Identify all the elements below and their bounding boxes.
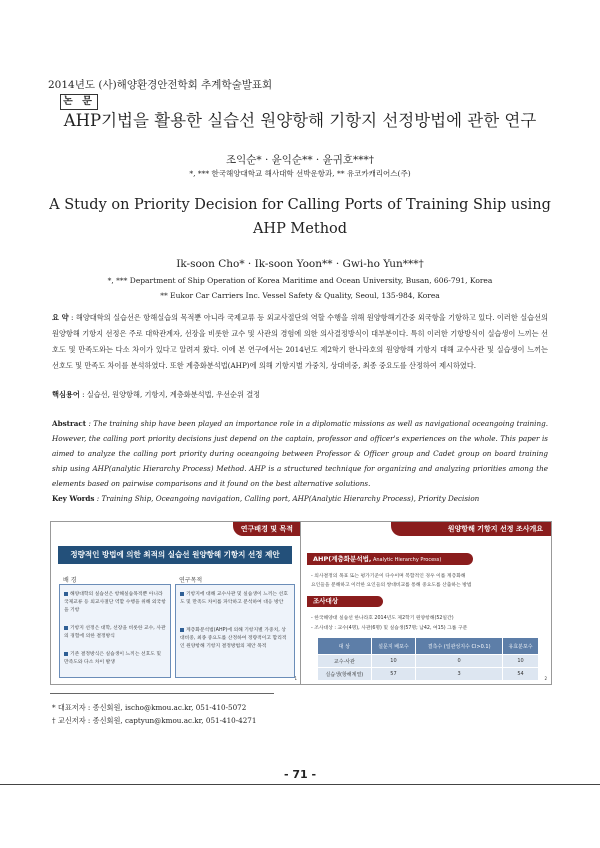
slide1-bg-item: 해양대학의 실습선은 항해실습목적뿐 아니라 국제교류 등 외교사절단 역할 수행을 위해 외국항을 기항 bbox=[64, 592, 166, 613]
english-keywords-text: : Training Ship, Oceangoing navigation, Calling port, AHP(Analytic Hierarchy Process), Priority Decision bbox=[94, 494, 480, 503]
page-bottom-rule bbox=[0, 784, 600, 785]
slide1-bg-item: 기항지 선정은 대학, 선장을 비롯한 교수, 사관의 경험에 의한 결정방식 bbox=[64, 626, 166, 639]
slide1-col2-label: 연구목적 bbox=[179, 577, 203, 584]
table-header-cell: 설문지 배포수 bbox=[371, 638, 415, 655]
table-cell: 10 bbox=[371, 655, 415, 668]
footnote-divider bbox=[50, 693, 274, 694]
english-abstract-text: : The training ship have been played an importance role in a diplomatic missions as well as navigational oceangoing training. However, the calling port priority decisions just depend on the captain, professor and officer's experiences on the whole. This paper is aimed to analyze the calling port priority during oceangoing between Professor & Officer group and Cadet group on board training ship using AHP(analytic Hierarchy Process) Method. AHP is a structured technique for organizing and analyzing priorities among the elements based on pairwise comparisons and it found on the best alternative solutions. bbox=[52, 419, 548, 488]
footnote-corresponding-author: † 교신저자 : 종신회원, captyun@kmou.ac.kr, 051-410-4271 bbox=[52, 716, 257, 725]
slide2-survey-line-2: - 조사대상 : 교수(4명), 사관(6명) 및 실습생(57명; 남42, 여15) 그룹 구분 bbox=[311, 626, 468, 631]
slide1-purpose-item: 기항지에 대해 교수사관 및 실습생이 느끼는 선호도 및 만족도 차이를 파악하고 분석하여 대응 방안 bbox=[180, 592, 288, 605]
slide2-survey-line-1: - 한국해양대 실습선 한나라호 2014년도 제2학기 원양항해(52일간) bbox=[311, 616, 454, 621]
english-affiliation-2: ** Eukor Car Carriers Inc. Vessel Safety & Quality, Seoul, 135-984, Korea bbox=[160, 291, 440, 300]
slide2-ahp-title: AHP(계층화분석법, Analytic Hierarchy Process) bbox=[307, 553, 473, 565]
english-keywords-label: Key Words bbox=[52, 494, 95, 503]
slide-survey-overview bbox=[300, 521, 552, 685]
korean-title: AHP기법을 활용한 실습선 원양항해 기항지 선정방법에 관한 연구 bbox=[63, 111, 537, 130]
table-cell: 10 bbox=[503, 655, 539, 668]
slide1-banner: 정량적인 방법에 의한 최적의 실습선 원양항해 기항지 선정 제안 bbox=[58, 546, 292, 564]
table-row bbox=[318, 668, 539, 681]
table-cell: 54 bbox=[503, 668, 539, 681]
english-authors: Ik-soon Cho* · Ik-soon Yoon** · Gwi-ho Yun***† bbox=[176, 258, 424, 270]
slide1-header: 연구배경 및 목적 bbox=[233, 522, 301, 536]
table-cell: 0 bbox=[416, 655, 503, 668]
slide2-survey-table bbox=[317, 637, 539, 681]
english-abstract bbox=[52, 416, 548, 491]
slide1-page-number: 1 bbox=[294, 676, 297, 681]
paper-type-badge: 논 문 bbox=[60, 94, 98, 110]
table-cell: 교수·사관 bbox=[318, 655, 372, 668]
slide1-purpose-box bbox=[175, 584, 295, 678]
slide2-ahp-line-1: - 의사결정의 목표 또는 평가기준이 다수이며 복합적인 경우 이를 계층화해 bbox=[311, 574, 466, 579]
korean-authors: 조익순* · 윤익순** · 윤귀호***† bbox=[225, 154, 375, 166]
korean-abstract bbox=[52, 310, 548, 374]
table-header-cell: 결측수 (일관성지수 CI>0.1) bbox=[416, 638, 503, 655]
slide2-header: 원양항해 기항지 선정 조사개요 bbox=[391, 522, 551, 536]
slide2-survey-title: 조사대상 bbox=[307, 596, 383, 607]
footnote-main-author: * 대표저자 : 종신회원, ischo@kmou.ac.kr, 051-410-5072 bbox=[52, 703, 247, 712]
slide1-bg-item: 기존 결정방식은 실습생이 느끼는 선호도 및 만족도와 다소 차이 발생 bbox=[64, 652, 162, 665]
conference-header: 2014년도 (사)해양환경안전학회 추계학술발표회 bbox=[48, 79, 273, 91]
korean-keywords bbox=[52, 390, 260, 400]
table-cell: 실습생(항해계열) bbox=[318, 668, 372, 681]
korean-keywords-label: 핵심용어 bbox=[52, 390, 80, 399]
english-keywords bbox=[52, 494, 479, 503]
page-number: - 71 - bbox=[283, 768, 317, 781]
table-row bbox=[318, 655, 539, 668]
slide2-page-number: 2 bbox=[544, 676, 547, 681]
korean-affiliation: *, *** 한국해양대학교 해사대학 선박운항과, ** 유코카캐리어스(주) bbox=[189, 169, 411, 178]
slide2-ahp-line-2: 요인들을 분해하고 이러한 요인들의 쌍대비교를 통해 중요도를 산출하는 방법 bbox=[311, 583, 472, 588]
table-header-row bbox=[318, 638, 539, 655]
slide1-background-box bbox=[59, 584, 171, 678]
slide-research-background bbox=[50, 521, 302, 685]
table-header-cell: 대 상 bbox=[318, 638, 372, 655]
slide1-purpose-item: 계층화분석법(AHP)에 의해 기항지별 가중치, 상대비중, 최종 중요도를 산정하여 정량적이고 합리적인 원양항해 기항지 결정방법의 제안 목적 bbox=[180, 628, 287, 649]
english-title: A Study on Priority Decision for Calling Ports of Training Ship using AHP Method bbox=[49, 197, 551, 237]
english-affiliation-1: *, *** Department of Ship Operation of Korea Maritime and Ocean University, Busan, 606-791, Korea bbox=[107, 276, 493, 285]
korean-abstract-label: 요 약 bbox=[52, 313, 69, 322]
english-abstract-label: Abstract bbox=[52, 419, 87, 428]
table-cell: 57 bbox=[371, 668, 415, 681]
slide1-col1-label: 배 경 bbox=[63, 577, 77, 584]
korean-abstract-text: : 해양대학의 실습선은 항해실습의 목적뿐 아니라 국제교류 등 외교사절단의 역할 수행을 위해 원양항해기간중 외국항을 기항하고 있다. 이러한 실습선의 원양항해 기항지 선정은 주로 대학관계자, 선장을 비롯한 교수 및 사관의 경험에 의한 의사결정방식이 대부분이다. 특히 이러한 기항방식이 실습생이 느끼는 선호도 및 만족도와는 다소 차이가 있다고 알려져 왔다. 이에 본 연구에서는 2014년도 제2학기 한나라호의 원양항해 기항지 대해 교수사관 및 실습생이 느끼는 선호도 및 만족도 차이를 분석하였다. 또한 계층화분석법(AHP)에 의해 기항지별 가중치, 상대비중, 최종 중요도를 산정하여 제시하였다. bbox=[52, 313, 548, 370]
table-cell: 3 bbox=[416, 668, 503, 681]
korean-keywords-text: : 실습선, 원양항해, 기항지, 계층화분석법, 우선순위 결정 bbox=[79, 390, 261, 399]
table-header-cell: 유효분포수 bbox=[503, 638, 539, 655]
